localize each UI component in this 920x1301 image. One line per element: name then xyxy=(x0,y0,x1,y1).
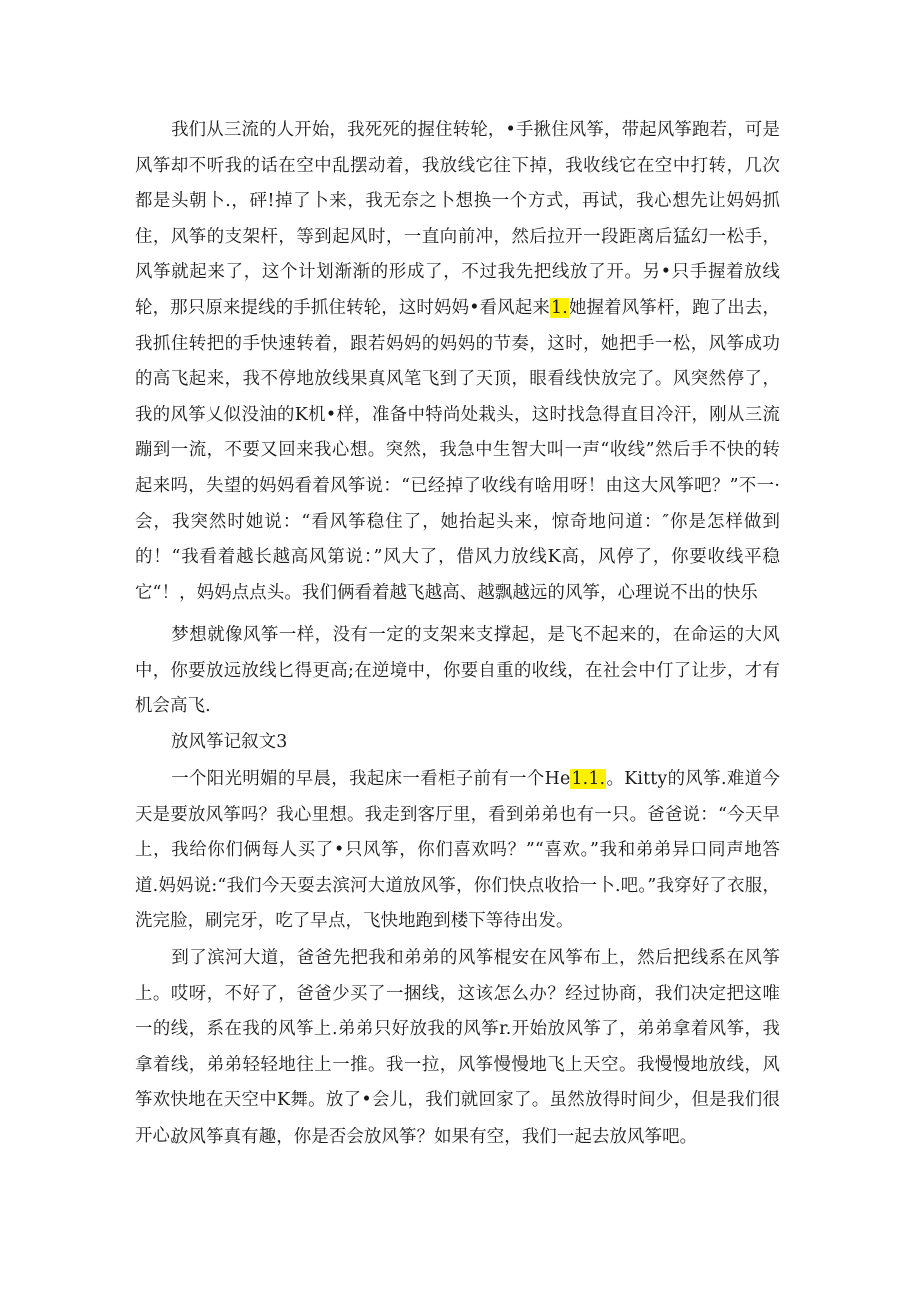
paragraph-conclusion xyxy=(135,1120,780,1156)
paragraph-text: 她握着风筝杆，跑了出去，我抓住转把的手快速转着，跟若妈妈的妈妈的节奏，这时，她把手一松，风筝成功的高飞起来，我不停地放线果真风笔飞到了天顶，眼看线快放完了。风突然停了，我的风筝乂似没油的K机•样，准备中特尚处栽头，这时找急得直目冷汗，刚从三流蹦到一流，不要又回来我心想。突然，我急中生智大叫一声“收线”然后手不快的转起来吗，失望的妈妈看着风筝说：“已经掉了收线有啥用呀！由这大风筝吧？”不一·会，我突然时她说：“看风筝稳住了，她抬起头来，惊奇地问道：″你是怎样做到的！“我看着越长越高风第说：”风大了，借风力放线K高，风停了，你要收线平稳它“！，妈妈点点头。我们俩看着越飞越高、越飘越远的风筝，心理说不出的快乐 xyxy=(135,297,780,603)
paragraph-dream-like-kite xyxy=(135,618,780,725)
section-heading xyxy=(135,725,780,761)
paragraph-text: 一个阳光明媚的早晨，我起床一看柜子前有一个He xyxy=(171,769,571,789)
paragraph-kite-flying-story xyxy=(135,113,780,611)
heading-text: 放风筝记叙文3 xyxy=(171,732,288,752)
paragraph-text: 放风筝真有趣，你是否会放风筝？如果有空，我们一起去放风筝吧。 xyxy=(171,1127,698,1147)
paragraph-text: 到了滨河大道，爸爸先把我和弟弟的风筝棍安在风筝布上，然后把线系在风筝上。哎呀，不好了，爸爸少买了一捆线，这该怎么办？经过协商，我们决定把这唯一的线，系在我的风筝上.弟弟只好放我的风筝r.开始放风筝了，弟弟拿着风筝，我拿着线，弟弟轻轻地往上一推。我一拉，风筝慢慢地飞上天空。我慢慢地放线，风筝欢快地在天空中K舞。放了•会儿，我们就回家了。虽然放得时间少，但是我们很开心。 xyxy=(135,948,780,1146)
highlighted-text: 1.1. xyxy=(571,769,606,789)
paragraph-sunny-morning xyxy=(135,762,780,940)
paragraph-text: 梦想就像风筝一样，没有一定的支架来支撑起，是飞不起来的，在命运的大风中，你要放远放线匕得更高;在逆境中，你要自重的收线，在社会中仃了让步，才有机会高飞. xyxy=(135,625,780,717)
paragraph-text: 。Kitty的风筝.难道今天是要放风筝吗？我心里想。我走到客厅里，看到弟弟也有一只。爸爸说：“今天早上，我给你们俩每人买了•只风筝，你们喜欢吗？”“喜欢。”我和弟弟异口同声地答道.妈妈说:“我们今天耍去滨河大道放风筝，你们快点收拾一卜.吧。”我穿好了衣服，洗完脸，刷完牙，吃了早点，飞快地跑到楼下等待出发。 xyxy=(135,769,780,932)
highlighted-text: 1. xyxy=(551,297,568,318)
paragraph-text: 我们从三流的人开始，我死死的握住转轮，•手揪住风筝，带起风筝跑若，可是风筝却不听我的话在空中乱摆动着，我放线它往下掉，我收线它在空中打转，几次都是头朝卜.，砰!掉了卜来，我无奈之卜想换一个方式，再试，我心想先让妈妈抓住，风筝的支架杆，等到起风时，一直向前冲，然后拉开一段距离后猛幻一松手，风筝就起来了，这个计划渐渐的形成了，不过我先把线放了开。另•只手握着放线轮，那只原来提线的手抓住转轮，这时妈妈•看风起来 xyxy=(135,120,780,318)
